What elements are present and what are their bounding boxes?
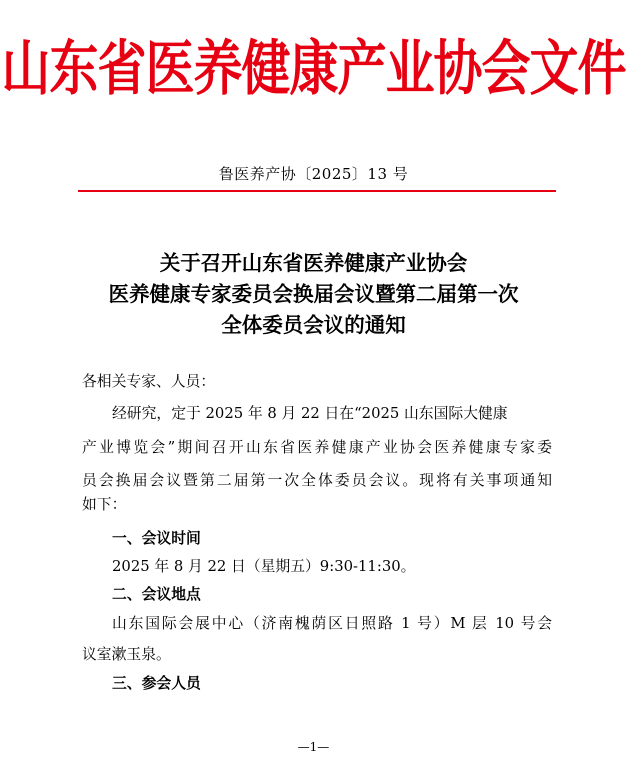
salutation: 各相关专家、人员：: [82, 373, 216, 390]
intro-line-2: 产业博览会”期间召开山东省医养健康产业协会医养健康专家委: [82, 439, 552, 456]
meeting-time-text: 2025 年 8 月 22 日（星期五）9:30-11:30。: [112, 558, 416, 575]
section-heading-venue: 二、会议地点: [112, 586, 201, 603]
page-number: —1—: [297, 740, 330, 754]
org-masthead: 山东省医养健康产业协会文件: [1, 32, 626, 104]
document-number: 鲁医养产协〔2025〕13 号: [218, 165, 409, 183]
intro-line-3: 员会换届会议暨第二届第一次全体委员会议。现将有关事项通知: [82, 472, 552, 489]
section-heading-time: 一、会议时间: [112, 530, 201, 547]
venue-line-2: 议室漱玉泉。: [82, 646, 171, 663]
title-line-2: 医养健康专家委员会换届会议暨第二届第一次: [108, 282, 519, 306]
section-heading-attendees: 三、参会人员: [112, 675, 201, 692]
notice-title: [0, 248, 627, 341]
title-line-3: 全体委员会议的通知: [221, 313, 406, 337]
red-divider-line: [78, 190, 556, 192]
intro-line-4: 如下：: [82, 496, 127, 513]
venue-line-1: 山东国际会展中心（济南槐荫区日照路 1 号）M 层 10 号会: [112, 615, 552, 632]
title-line-1: 关于召开山东省医养健康产业协会: [159, 251, 468, 275]
intro-line-1: 经研究，定于 2025 年 8 月 22 日在“2025 山东国际大健康: [112, 405, 508, 422]
